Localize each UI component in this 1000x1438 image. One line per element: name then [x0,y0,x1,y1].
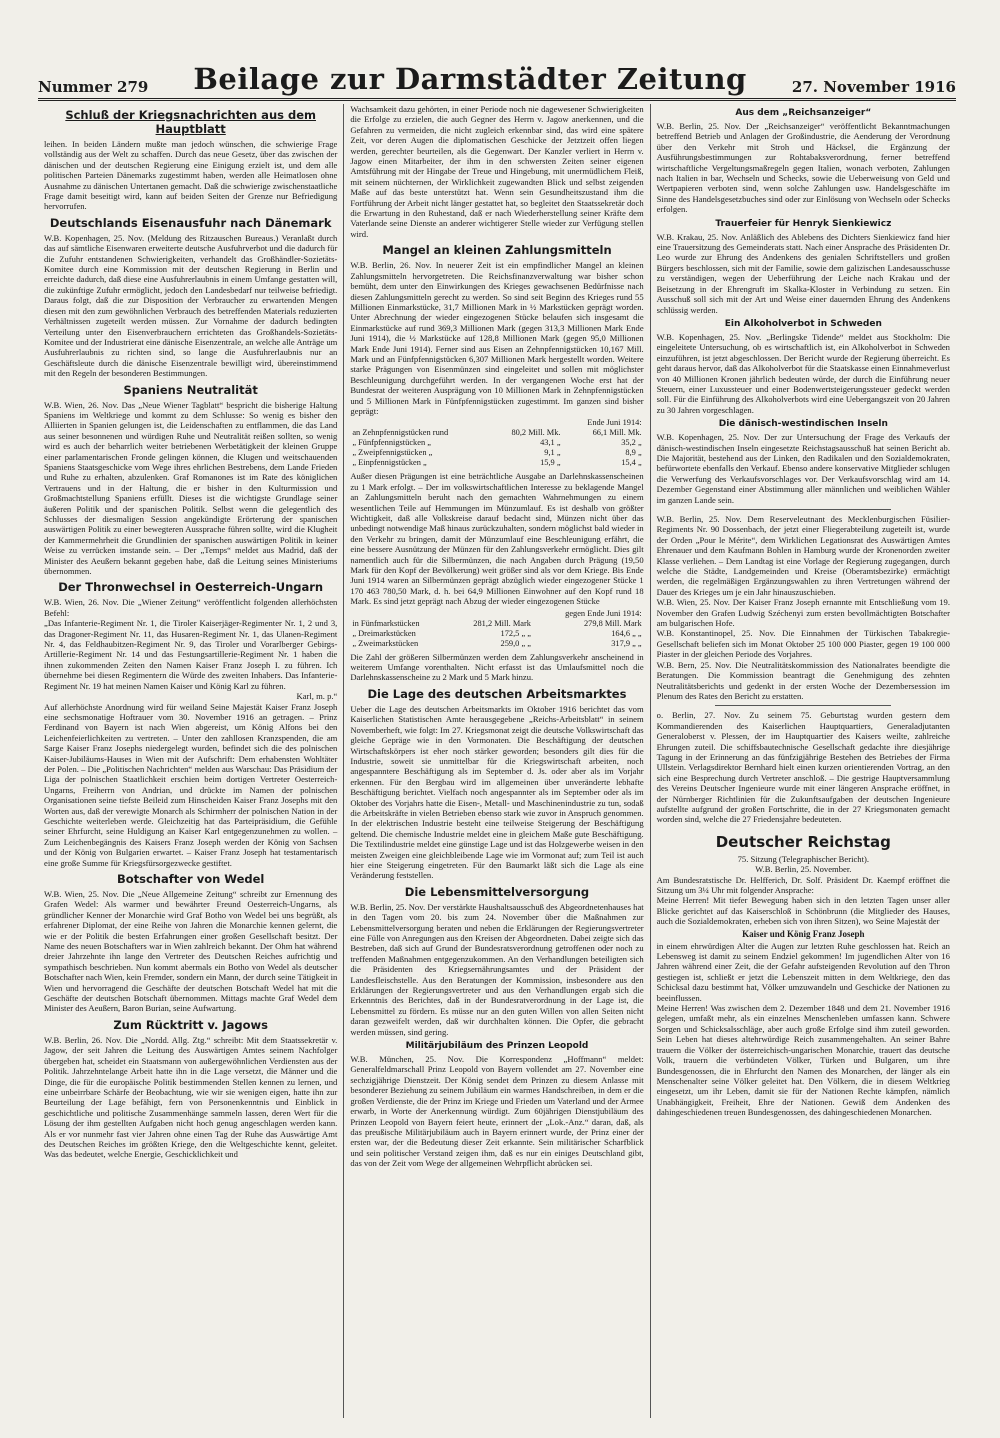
article-text: W.B. Berlin, 25. Nov. Der verstärkte Haushaltsausschuß des Abgeordnetenhauses hat in den Tagen vom 20. bis zum 24. November über die Maßnahmen zur Lebensmittelversorgung beraten und neben die Erklärungen der Regierungsvertreter eine Fülle von Anregungen aus den Kreisen der Abgeordneten. Dabei zeigte sich das Bestreben, daß sich auf Grund der Bundesratsverordnung getroffenen oder noch zu treffenden Maßnahmen entgegenzukommen. An den Verhandlungen beteiligten sich die Präsidenten des Kriegsernährungsamtes und der Präsident der Landesfleischstelle. Aus den Beratungen der Kommission, insbesondere aus den Erklärungen der Regierungsvertreter und aus den Verhandlungen ergab sich die Erkenntnis des Berichtes, daß in der Bundesratverordnung in der Lage ist, die Lebensmittel zu fördern. Es müsse nur an den guten Willen von allen Seiten nicht daran gezweifelt werden, daß wir durchhalten können. Die Opfer, die gebracht werden müssen, sind gering. [350,901,644,1037]
table-cell: in Fünfmarkstücken [352,618,420,628]
masthead-rule [38,98,956,101]
column-3 [650,104,956,1418]
table-row [350,458,643,468]
article-text: W.B. Kopenhagen, 25. Nov. (Meldung des Ritzauschen Bureaus.) Veranlaßt durch das auf sämtliche Eisenwaren erweiterte deutsche Ausfuhrverbot und die dadurch für die Zufuhr entstandenen Schwierigkeiten, verhandelt das Großhändler-Sozietäts-Komitee durch eine Kommission mit der deutschen Regierung in Berlin und erreichte dadurch, daß diese eine Ausfuhrerlaubnis in einem Umfange gestatten will, die zukünftige Zufuhr ermöglicht, jedoch den Landesbedarf nur teilweise befriedigt. Daraus folgt, daß die zur Disposition der Verbraucher zu erwartenden Mengen diesen mit den zum gewöhnlichen Verbrauch des betreffenden Materials reduzierten Verhältnissen zugeteilt werden müssen. Zur Vornahme der dadurch bedingten Verteilung unter den Eisenverbrauchern errichteten das Großhandels-Sozietäts-Komitee und der Industrierat eine dänische Eisenzentrale, an welche alle Anträge um Ausfuhrerlaubnis zu richten sind, so lange die Ausfuhrerlaubnis nur an Geschäftsleute durch die dänische Eisenzentrale bewilligt wird, übereinstimmend mit den Regeln der besonderen Bestimmungen. [44,232,338,379]
table-cell: „ Dreimarkstücken [352,628,416,638]
article-heading: Militärjubiläum des Prinzen Leopold [405,1041,589,1052]
separator [715,509,891,510]
article-text: W.B. Wien, 25. Nov. Die „Neue Allgemeine Zeitung“ schreibt zur Ernennung des Grafen Wedel: Als warmer und bewährter Freund Oesterreich-Ungarns, als gründlicher Kenner der Monarchie wird Graf Botho von Wedel bei uns begrüßt, als erfahrener Diplomat, der eine Reihe von Jahren die Monarchie kennen gelernt, die wie er der Politik die besten Erfahrungen einer großen Gesellschaft besitzt. Der Name des neuen Botschafters war in Wien zahlreich bekannt. Der Ohm hat während dreier Jahrzehnte ihn lange den Vertreter des Deutschen Reiches aufrichtig und sympathisch beschrieben. Nun kommt abermals ein Botho von Wedel als deutscher Botschafter nach Wien, kein Fremder, sondern ein Mann, der durch seine Tätigkeit in Wien und hervorragend die Geschäfte der deutschen Botschaft Wedel hat mit die Geschäfte der deutschen Botschaft übernommen. Mittags machte Graf Wedel dem Minister des Aeußern, Baron Burian, seine Aufwartung. [44,889,338,1014]
article-text: W.B. Berlin, 25. Nov. Der „Reichsanzeiger“ veröffentlicht Bekanntmachungen betreffend Betrieb und Anlagen der Großindustrie, die Aenderung der Verordnung über den Verkehr mit Stroh und Häcksel, die Ergänzung der Ausführungsbestimmungen zur Rohtabaksverordnung, ferner betreffend wirtschaftliche Vergeltungsmaßregeln gegen Italien, wonach verboten, Zahlungen nach Italien in bar, Wechseln und Schecks, sowie die Ueberweisung von Geld und Wertpapieren verboten sind, wenn solche Zahlungen usw. Handelsgeschäfte im Sinne des Handelsgesetzbuches sind oder zur Einlösung von Wechseln oder Schecks erfolgen. [656,121,950,215]
table-cell: 15,4 „ [621,458,642,468]
article-text: Am Bundesratstische Dr. Helfferich, Dr. Solf. Präsident Dr. Kaempf eröffnet die Sitzung um 3¼ Uhr mit folgender Ansprache: [656,874,950,895]
table-cell: an Zehnpfennigstücken rund [352,428,449,438]
article-heading: Aus dem „Reichsanzeiger“ [735,108,872,118]
column-1 [38,104,343,1418]
signature-line: Karl, m. p.“ [296,691,338,702]
table-cell: 281,2 Mill. Mark [473,618,531,628]
article-text: W.B. Konstantinopel, 25. Nov. Die Einnahmen der Türkischen Tabakregie-Gesellschaft beliefen sich im Monat Oktober 25 100 000 Piaster, gegen 19 100 000 Piaster in der gleichen Periode des Vorjahres. [656,628,950,660]
emperor-line: Kaiser und König Franz Joseph [742,928,865,939]
article-text: W.B. Wien, 26. Nov. Die „Wiener Zeitung“ veröffentlicht folgenden allerhöchsten Befehl: [44,597,338,618]
article-heading: Botschafter von Wedel [116,872,265,886]
article-heading: Deutschlands Eisenausfuhr nach Dänemark [49,215,332,230]
article-text: Wachsamkeit dazu gehörten, in einer Periode noch nie dagewesener Schwierigkeiten die Erfolge zu erzielen, die auch Gegner des Herrn v. Jagow anerkennen, und die Gefahren zu vermeiden, die nicht zugleich erkennbar sind, das wird eine spätere Zeit, vor deren Augen die diplomatischen Geschicke der Jetztzeit offen liegen werden, gerechter beurteilen, als die Gegenwart. Der Kanzler verliert in Herrn v. Jagow einen Mitarbeiter, der ihm in den schwersten Zeiten seiner eigenen Amtsführung mit der Hingabe der Treue und Hingebung, mit unermüdlichem Fleiß, mit seinem nüchternen, der Wirklichkeit zugewandten Blick und selbst zeigenden Maße auf das beste unterstützt hat. Wenn sein Gesundheitszustand ihm die Fortführung der Arbeit nicht länger gestattet hat, so begleitet den Staatssekretär doch die Erwartung in den Ruhestand, daß er nach Wiederherstellung seiner Kräfte dem Vaterlande seine Dienste an anderer wichtigerer Stelle wieder zur Verfügung stellen wird. [350,104,644,239]
coin-table [350,418,643,468]
table-header-row [350,418,643,428]
silver-coin-table [350,609,643,649]
table-row [350,619,643,629]
article-heading: Zum Rücktritt v. Jagows [113,1017,269,1032]
session-line: 75. Sitzung (Telegraphischer Bericht). [737,853,869,864]
article-heading: Mangel an kleinen Zahlungsmitteln [382,243,612,258]
table-cell: 164,6 „ „ [611,628,642,638]
article-text: W.B. Kopenhagen, 25. Nov. „Berlingske Tidende“ meldet aus Stockholm: Die eingeleitete Untersuchung, ob es wirtschaftlich ist, ein Alkoholverbot in Schweden einzuführen, ist jetzt abgeschlossen. Der Bericht wurde der Regierung überreicht. Es geht daraus hervor, daß das Alkoholverbot für die Staatskasse einen Einnahmeverlust von 40 Millionen Kronen jährlich bedeuten würde, der durch die Einführung neuer Steuern, einer Luxussteuer und einer Bodenwertsteigerungssteuer gedeckt werden soll. Für die Einführung des Alkoholverbots wird eine Uebergangszeit von 20 Jahren zu 30 Jahren vorgeschlagen. [656,331,950,415]
table-cell: „ Zweipfennigstücken „ [352,448,433,458]
article-text: W.B. Kopenhagen, 25. Nov. Der zur Untersuchung der Frage des Verkaufs der dänisch-westindischen Inseln eingesetzte Reichstagsausschuß hat seinen Bericht ab. Die Majorität, bestehend aus der Linken, den Radikalen und den Sozialdemokraten, befürwortete ebenfalls den Verkauf. Ebenso andere konservative Mitglieder schlugen die Verwerfung des Verkaufsvorschlages vor. Der Verkaufsvorschlag wird am 14. Dezember Gegenstand einer Abstimmung aller männlichen und weiblichen Wähler im ganzen Lande sein. [656,432,950,505]
table-row [350,428,643,438]
article-text: W.B. Wien, 26. Nov. Das „Neue Wiener Tagblatt“ bespricht die bisherige Haltung Spaniens im Weltkriege und kommt zu dem Schlusse: So wenig es bisher den Alliierten in Spanien gelungen ist, die Leidenschaften zu entflammen, die das Land aus seiner besonnenen und würdigen Ruhe und Neutralität reißen sollten, so wenig wird es auch der beharrlich weiter betriebenen Werbetätigkeit der kleinen Gruppe einer parlamentarischen Fronde gelingen können, die Klugen und weitschauenden Spaniens Staatsgeschicke vom Wege ihres ehrlichen Bestrebens, dem Lande Frieden und Ruhe zu erhalten, abzulenken. Graf Romanones ist im Rate des königlichen Vertrauens und in der Haltung, die er bisher in den Kulturmission und Großmachtstellung Spaniens erfüllt. Dieses ist die wichtigste Grundlage seiner äußeren Politik und der spanischen Politik. Selbst wenn die gelegentlich des Schlusses der diesmaligen Session angekündigte Erörterung der spanischen auswärtigen Politik zu einer bewegteren Aussprache führen sollte, wird die Klugheit der Kammermehrheit die Grundlinien der spanischen auswärtigen Politik in keiner Weise zu verrücken imstande sein. – Der „Temps“ meldet aus Madrid, daß der Minister des Aeußern bekannt gegeben habe, daß die Leitung seines Ministeriums übernommen. [44,399,338,577]
article-text: Meine Herren! Mit tiefer Bewegung haben sich in den letzten Tagen unser aller Blicke gerichtet auf das Kaiserschloß in Schönbrunn (die Mitglieder des Hauses, auch die Sozialdemokraten, erheben sich von ihren Sitzen), wo Seine Majestät der [656,895,950,927]
table-cell: 279,8 Mill. Mark [583,618,642,628]
article-heading: Spaniens Neutralität [123,382,258,397]
table-cell: 317,9 „ „ [611,638,642,648]
article-heading: Deutscher Reichstag [715,832,891,851]
article-heading: Die Lage des deutschen Arbeitsmarktes [367,686,627,701]
article-text: Außer diesen Prägungen ist eine beträchtliche Ausgabe an Darlehnskassenscheinen zu 1 Mark erfolgt. – Der im volkswirtschaftlichen Interesse zu beklagende Mangel an Zahlungsmitteln beruht nach den gemachten Wahrnehmungen zu einem wesentlichen Teile auf Hemmungen im Münzumlauf. Es ist deshalb von größter Wichtigkeit, daß alle Volkskreise darauf bedacht sind, Münzen nicht über das unbedingt notwendige Maß hinaus zurückzuhalten, sondern möglichst bald wieder in den Verkehr zu bringen, damit der Münzumlauf eine Beschleunigung erfährt, die eine bessere Ausnützung der Münzen für den Zahlungsverkehr ermöglicht. Dies gilt namentlich auch für die Silbermünzen, die nach Angaben durch Prägung (19,50 Mark für den Kopf der Bevölkerung) weit größer sind als vor dem Kriege. Bis Ende Juni 1914 waren an Silbermünzen geprägt abzüglich wieder eingezogener Stücke 1 170 463 780,50 Mark, d. h. bei 64,9 Millionen Einwohner auf den Kopf rund 18 Mark. Es sind jetzt geprägt nach Abzug der wieder eingezogenen Stücke [350,471,644,607]
article-text: o. Berlin, 27. Nov. Zu seinem 75. Geburtstag wurden gestern dem Kommandierenden des Kaiserlichen Hauptquartiers, Generaladjutanten Generaloberst v. Plessen, der im Hauptquartier des Kaisers weilte, zahlreiche Ehrungen zuteil. Die schiffsbautechnische Gesellschaft gedachte ihre diesjährige Tagung in der Erinnerung an das fünfzigjährige Bestehen des Betriebes der Firma Ullstein. Verlagsdirektor Bernhard hielt einen kurzen orientierenden Vortrag, an den sich eine Besprechung durch Vertreter anschloß. – Die gestrige Hauptversammlung des Vereins Deutscher Ingenieure wurde mit einer längeren Ansprache eröffnet, in der Nürnberger Richtlinien für die Zukunftsaufgaben der deutschen Ingenieure aufstellte aufgrund der großen Fortschritte, die in der 27 Kriegsmonaten gemacht worden sind, welche die 27 Friedensjahre bedeuteten. [656,710,950,825]
table-row [350,639,643,649]
table-cell: 15,9 „ [540,458,561,468]
dateline: W.B. Berlin, 25. November. [755,864,852,875]
article-text: W.B. Wien, 25. Nov. Der Kaiser Franz Joseph ernannte mit Entschließung vom 19. November den Grafen Ludwig Széchenyi zum ersten bevollmächtigten Botschafter am bulgarischen Hofe. [656,597,950,629]
article-heading: Schluß der Kriegsnachrichten aus dem Hauptblatt [65,108,316,136]
article-heading: Die dänisch-westindischen Inseln [718,419,888,430]
table-cell: „ Fünfpfennigstücken „ [352,438,431,448]
article-text: „Das Infanterie-Regiment Nr. 1, die Tiroler Kaiserjäger-Regimenter Nr. 1, 2 und 3, das Dragoner-Regiment Nr. 11, das Husaren-Regiment Nr. 1, das Ulanen-Regiment Nr. 4, das Feldhaubitzen-Regiment Nr. 9, das Tiroler und Vorarlberger Gebirgs-Artillerie-Regiment Nr. 14 und das Festungsartillerie-Regiment Nr. 1 haben die ihnen zukommenden Zeiten den Namen Kaiser Franz Joseph I. zu führen. Ich übernehme bei diesen Regimentern die Würde des zweiten Inhabers. Das Infanterie-Regiment Nr. 19 hat meinen Namen Kaiser und König Karl zu führen. [44,618,338,691]
table-header-row [350,609,643,619]
table-cell: 259,0 „ „ [500,638,531,648]
article-text: Ueber die Lage des deutschen Arbeitsmarkts im Oktober 1916 berichtet das vom Kaiserlichen Statistischen Amte herausgegebene „Reichs-Arbeitsblatt“ in seinem Novemberheft, wie folgt: Im 27. Kriegsmonat zeigt die deutsche Volkswirtschaft das gleiche Gepräge wie in den Vormonaten. Die Beschäftigung der deutschen Wirtschaftskörpers ist eher noch stärker geworden; besonders gilt dies für die Industrie, soweit sie unmittelbar für die Kriegswirtschaft arbeiten, noch angespanntere Beschäftigung als im September d. Js. oder aber als im Vorjahr erkennen. Für den Bergbau wird im allgemeinen über unveränderte lebhafte Beschäftigung berichtet. Vielfach noch angespannter als im September oder als im Oktober des Vorjahrs hatte die Eisen-, Metall- und Maschinenindustrie zu tun, sodaß die Arbeitskräfte in vielen Betrieben ebenso stark wie zuvor in Anspruch genommen. In der elektrischen Industrie besteht eine teilweise Steigerung der Beschäftigung geltend. Die chemische Industrie meldet eine in gleichem Maße gute Beschäftigung. Die Textilindustrie meldet eine günstige Lage und ist das Holzgewerbe weisen in den meisten Zweigen eine gleichbleibende Lage wie im Vormonat auf; zum Teil ist auch hier eine Steigerung eingetreten. Für den Baumarkt läßt sich die Lage als eine Veränderung feststellen. [350,703,644,881]
article-text: W.B. Bern, 25. Nov. Die Neutralitätskommission des Nationalrates beendigte die Beratungen. Die Kommission beantragt die Genehmigung des zehnten Neutralitätsberichts und gedenkt in der ersten Woche der Dezembersession im Plenum des Rates den Bericht zu erstatten. [656,659,950,701]
table-row [350,438,643,448]
separator [715,705,891,706]
table-row [350,629,643,639]
article-text: Meine Herren! Was zwischen dem 2. Dezember 1848 und dem 21. November 1916 gelegen, umfaßt mehr, als ein einzelnes Menschenleben umfassen kann. Schwere Sorgen und Schicksalsschläge, aber auch große Erfolge sind ihm zuteil geworden. Sein Leben hat dieses altehrwürdige Reich zusammengehalten. An seiner Bahre trauern die Völker der österreichisch-ungarischen Monarchie, trauert das deutsche Volk, trauern die verbündeten Völker, Türken und Bulgaren, um ihre Bundesgenossen, die in Ehrfurcht den Namen des Monarchen, der länger als ein Menschenalter seine Völker geleitet hat. Den Völkern, die in diesem Weltkrieg eingesetzt, um ihr Leben, damit sie für der Nationen Rechte kämpfen, nämlich Unabhängigkeit, Freiheit, Ehre der Nationen. Gewiß dem Andenken des dahingeschiedenen treuen Bundesgenossen, des dahingeschiedenen Monarchen. [656,1003,950,1118]
table-cell: 9,1 „ [544,448,561,458]
columns [38,104,956,1418]
article-heading: Die Lebensmittelversorgung [404,884,590,899]
article-text: in einem ehrwürdigen Alter die Augen zur letzten Ruhe geschlossen hat. Reich an Lebensweg ist damit zu seinem Endziel gekommen! Im jugendlichen Alter von 16 Jahren während einer Zeit, die der Gefahr aufsteigenden Revolution auf den Thron gestiegen ist, schließt er jetzt die Lebenszeit mitten in dem Weltkriege, den das Schicksal dazu bestimmt hat, Völker umzuwandeln und Geschicke der Nationen zu beeinflussen. [656,940,950,1003]
article-text: Die Zahl der größeren Silbermünzen werden dem Zahlungsverkehr anscheinend in weiterem Umfange vorenthalten. Nicht erfasst ist das Umlaufsmittel noch die Darlehnskassenscheine zu 2 Mark und 5 Mark hinzu. [350,651,644,683]
issue-date: 27. November 1916 [791,78,956,96]
article-text: W.B. Krakau, 25. Nov. Anläßlich des Ablebens des Dichters Sienkiewicz fand hier eine Trauersitzung des Gemeinderats statt. Nach einer Ansprache des Präsidenten Dr. Leo wurde zur Ehrung des Andenkens des genialen Schriftstellers und großen Bürgers beschlossen, sich mit der Familie, sowie dem galizischen Landesausschusse zu verständigen, wegen der Ueberführung der Leiche nach Krakau und der Beisetzung in der Ehrengruft im Skalka-Kloster in Verbindung zu setzen. Ein Ausschuß soll sich mit der Art und Weise einer dauernden Ehrung des Andenkens schlüssig werden. [656,231,950,315]
table-cell: „ Zweimarkstücken [352,638,419,648]
table-cell: 172,5 „ „ [500,628,531,638]
table-cell: 66,1 Mill. Mk. [592,428,642,438]
table-cell: „ Einpfennigstücken „ [352,458,427,468]
article-text: W.B. München, 25. Nov. Die Korrespondenz „Hoffmann“ meldet: Generalfeldmarschall Prinz Leopold von Bayern vollendet am 27. November eine sechzigjährige Dienstzeit. Der König sendet dem Prinzen zu diesem Anlasse mit besonderer Beziehung zu seinem Jubiläum ein warmes Handschreiben, in dem er die großen Verdienste, die der Prinz im Kriege und Frieden um Vaterland und der Armee erwarb, in Worte der Anerkennung würdigt. Zum 60jährigen Dienstjubiläum des Prinzen Leopold von Bayern feiert heute, erinnert der „Lok.-Anz.“ daran, daß, als das preußische Militärjubiläum auch in Bayern erinnert wurde, der Prinz einer der ersten war, der die Bedeutung dieser Zeit erkannte. Sein militärischer Scharfblick und sein politischer Verstand zeigen ihm, daß es nur ein einiges Deutschland gibt, das von der Zeit vom Wege der allgemeinen Wehrpflicht abrücken sei. [350,1054,644,1169]
masthead [38,62,956,96]
table-cell: 8,9 „ [625,448,642,458]
newspaper-title: Beilage zur Darmstädter Zeitung [193,62,747,96]
table-cell: 80,2 Mill. Mk. [511,428,561,438]
table-cell: 43,1 „ [540,438,561,448]
table-header: gegen Ende Juni 1914: [565,608,642,618]
article-text: W.B. Berlin, 26. Nov. In neuerer Zeit ist ein empfindlicher Mangel an kleinen Zahlungsmitteln hervorgetreten. Die Reichsfinanzverwaltung war bisher schon bemüht, dem unter den Einwirkungen des Krieges gewachsenen Bedürfnisse nach diesen Zahlungsmitteln gerecht zu werden. So sind seit Beginn des Krieges rund 55 Millionen Einmarkstücke, 31,7 Millionen Mark in ½ Markstücken geprägt worden. Unter Abrechnung der wieder eingezogenen Stücke belaufen sich insgesamt die Einmarkstücke auf rund 369,3 Millionen Mark (gegen 313,3 Millionen Mark Ende Juni 1914), die ½ Markstücke auf 128,8 Millionen Mark (gegen 95,0 Millionen Mark Ende Juni 1914). Ferner sind aus Eisen an Zehnpfennigstücken 10,167 Mill. Mark und an Fünfpfennigstücken 6,307 Millionen Mark hergestellt worden. Weitere starke Prägungen von Eisenmünzen sind eingeleitet und sollen mit möglichster Beschleunigung durchgeführt werden. In der vergangenen Woche erst hat der Bundesrat der weiteren Ausprägung von 10 Millionen Mark in Zehnpfennigstücken und 5 Millionen Mark in Fünfpfennigstücken zugestimmt. Im ganzen sind bisher geprägt: [350,260,644,416]
column-2 [343,104,649,1418]
article-text: W.B. Berlin, 25. Nov. Dem Reserveleutnant des Mecklenburgischen Füsilier-Regiments Nr. 90 Dossenbach, der jetzt einer Fliegerabteilung zugeteilt ist, wurde der Orden „Pour le Mérite“, dem Wirklichen Legationsrat des Auswärtigen Amtes Ehrenauer und dem Kaufmann Bohlen in Hamburg wurde der Kronenorden zweiter Klasse verliehen. – Dem Landtag ist eine Vorlage der Regierung zugegangen, durch welche die Städte, Landgemeinden und Kreise (Oberamtsbezirke) ermächtigt werden, die regelmäßigen Ergänzungswahlen zu ihren Vertretungen während der Dauer des Krieges um je ein Jahr hinauszuschieben. [656,514,950,597]
table-row [350,448,643,458]
article-heading: Der Thronwechsel in Oesterreich-Ungarn [58,580,324,595]
article-heading: Trauerfeier für Henryk Sienkiewicz [715,218,892,229]
issue-number: Nummer 279 [38,78,149,96]
table-cell: 35,2 „ [621,438,642,448]
table-header: Ende Juni 1914: [587,418,642,428]
article-text: W.B. Berlin, 26. Nov. Die „Nordd. Allg. Ztg.“ schreibt: Mit dem Staatssekretär v. Jagow, der seit Jahren die Leitung des Auswärtigen Amtes seinem Nachfolger übergeben hat, scheidet ein Staatsmann von außergewöhnlichen Verdiensten aus der Politik. Jahrzehntelange Arbeit hatte ihn in die Lage versetzt, die Männer und die Dinge, die für die europäische Politik bestimmenden Stellen kennen zu lernen, und eine unbeirrbare Schärfe der Beobachtung, wie wir sie wenigen eigen, hatte ihn zur Beurteilung der Lage befähigt, fern von Personenkenntnis und Einblick in geschichtliche und politische Zusammenhänge sammeln lassen, deren Wert für die Lösung der ihm gestellten Aufgaben nicht hoch genug angeschlagen werden kann. Als er vor nunmehr fast vier Jahren ohne einen Tag der Ruhe das Auswärtige Amt des Deutschen Reiches im größten Kriege, den die Weltgeschichte kennt, geleitet. Was das bedeutet, welche Energie, Geschicklichkeit und [44,1034,338,1160]
article-heading: Ein Alkoholverbot in Schweden [724,318,882,329]
article-text: leihen. In beiden Ländern mußte man jedoch wünschen, die schwierige Frage vollständig aus der Welt zu schaffen. Durch das neue Gesetz, über das zwischen der dänischen und der deutschen Regierung eine Einigung erzielt ist, und dem alle politischen Parteien Dänemarks zugestimmt haben, werden alle Heimatlosen ohne Ausnahme zu dänischen Untertanen gemacht. Daß die schwierige zwischenstaatliche Frage damit beseitigt wird, kann auf beiden Seiten der Grenze nur Befriedigung hervorrufen. [44,139,338,212]
article-text: Auf allerhöchste Anordnung wird für weiland Seine Majestät Kaiser Franz Joseph eine sechsmonatige Hoftrauer vom 30. November 1916 an getragen. – Prinz Ferdinand von Bayern ist nach Wien abgereist, um König Alfons bei den Leichenfeierlichkeiten zu vertreten. – Unter den zahllosen Kranzspenden, die am Sarge Kaiser Franz Josephs niedergelegt wurden, befindet sich die des polnischen Kaiser-Jubiläums-Hauses in Wien mit der Aufschrift: Dem erhabensten Wohltäter der Polen. – Die „Politischen Nachrichten“ melden aus Warschau: Das Präsidium der Liga der polnischen Staatlichkeit erschien beim dortigen Vertreter Oesterreich-Ungarns, Freiherrn von Andrian, und drückte im Namen der polnischen Organisationen seine tiefste Beileid zum Hinscheiden Kaiser Franz Josephs mit den Worten aus, daß der verewigte Monarch als Schirmherr der polnischen Nation in der Geschichte weiterleben werde. Gleichzeitig hat das Parteipräsidium, die Gefühle seiner Ehrfurcht, seine Huldigung an Kaiser Karl entgegenzunehmen zu wollen. – Zum Leichenbegängnis des Kaisers Franz Joseph werden der König von Sachsen und der König von Bulgarien erwartet. – Kaiser Franz Joseph hat testamentarisch eine große Summe für Kriegsfürsorgezwecke gestiftet. [44,701,338,868]
